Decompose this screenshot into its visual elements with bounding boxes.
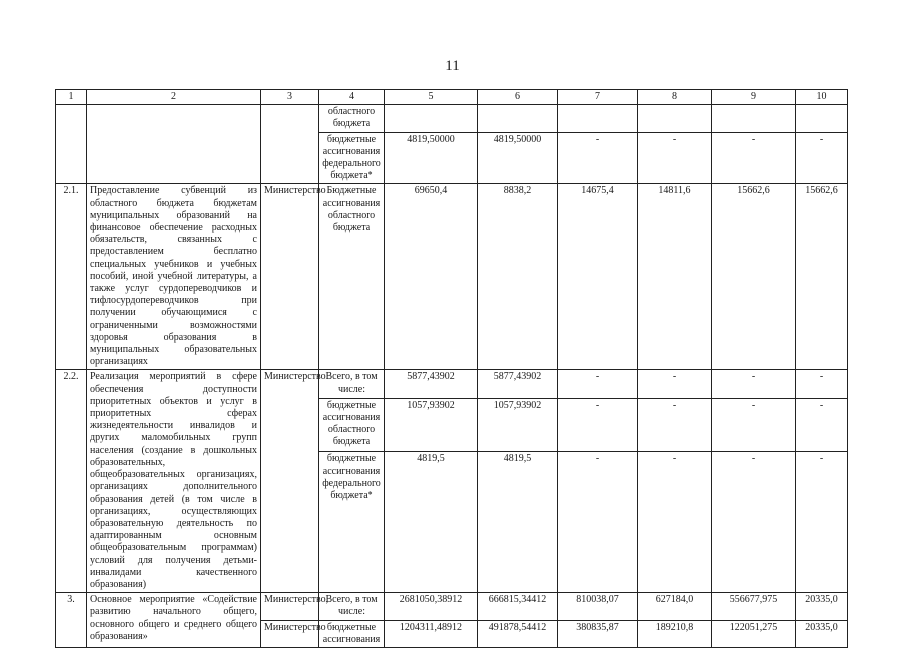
cell-value: 15662,6 [712,184,796,370]
cell-source: Всего, в том числе: [319,370,385,398]
cell-value: - [712,132,796,184]
funding-table [55,89,848,648]
cell-num: 3. [56,593,87,648]
cell-value: 491878,54412 [478,620,558,647]
cell-value: - [796,452,848,593]
cell-value: - [638,132,712,184]
header-row [56,90,848,105]
cell-executor: Министерство [261,184,319,370]
cell-executor: Министерство, [261,593,319,620]
cell-value: - [712,370,796,398]
cell-name: Реализация мероприятий в сфере обеспечения доступности приоритетных объектов и услуг в приоритетных сферах жизнедеятельности инвалидов и других маломобильных групп населения (создание в дошкольных образовательных, общеобразовательных организациях, организациях дополнительного образования детей (в том числе в организациях, осуществляющих образовательную деятельность по адаптированным основным общеобразовательным программам) условий для получения детьми-инвалидами качественного образования) [87,370,261,593]
cell-value: - [558,132,638,184]
header-cell: 4 [319,90,385,105]
cell-source: бюджетные ассигнования федерального бюджета* [319,132,385,184]
cell-value: - [796,398,848,452]
cell-source: Бюджетные ассигнования областного бюджета [319,184,385,370]
cell-value: 14675,4 [558,184,638,370]
header-cell: 3 [261,90,319,105]
header-cell: 2 [87,90,261,105]
cell-value: 8838,2 [478,184,558,370]
cell-num: 2.1. [56,184,87,370]
header-cell: 9 [712,90,796,105]
cell-value [385,105,478,132]
cell-name [87,105,261,184]
cell-num: 2.2. [56,370,87,593]
cell-value: 4819,5 [385,452,478,593]
table-row [56,593,848,620]
cell-value: 69650,4 [385,184,478,370]
header-cell: 8 [638,90,712,105]
cell-value: 556677,975 [712,593,796,620]
cell-value: 4819,5 [478,452,558,593]
cell-source: областного бюджета [319,105,385,132]
cell-value [796,105,848,132]
cell-value: - [712,452,796,593]
cell-value [638,105,712,132]
cell-value: - [638,452,712,593]
page-number: 11 [445,58,460,74]
cell-value: - [558,452,638,593]
cell-value: 2681050,38912 [385,593,478,620]
cell-value: - [796,132,848,184]
cell-value [712,105,796,132]
table-row [56,105,848,132]
cell-value: 1057,93902 [478,398,558,452]
cell-value: 1204311,48912 [385,620,478,647]
cell-value: 20335,0 [796,620,848,647]
cell-value: 810038,07 [558,593,638,620]
cell-value: 4819,50000 [478,132,558,184]
cell-executor [261,105,319,184]
cell-value: - [558,398,638,452]
cell-value: 380835,87 [558,620,638,647]
cell-value: 20335,0 [796,593,848,620]
cell-source: Всего, в том числе: [319,593,385,620]
header-cell: 6 [478,90,558,105]
cell-value: 666815,34412 [478,593,558,620]
cell-value: 4819,50000 [385,132,478,184]
cell-num [56,105,87,184]
cell-value: 5877,43902 [478,370,558,398]
header-cell: 7 [558,90,638,105]
cell-value: - [638,398,712,452]
cell-value: - [796,370,848,398]
cell-source: бюджетные ассигнования областного бюджета [319,398,385,452]
cell-value: 5877,43902 [385,370,478,398]
cell-value: - [712,398,796,452]
table-row [56,370,848,398]
cell-value: - [638,370,712,398]
cell-value: 189210,8 [638,620,712,647]
header-cell: 10 [796,90,848,105]
cell-value: 1057,93902 [385,398,478,452]
header-cell: 1 [56,90,87,105]
header-cell: 5 [385,90,478,105]
cell-value: 15662,6 [796,184,848,370]
cell-name: Основное мероприятие «Содействие развитию начального общего, основного общего и среднего общего образования» [87,593,261,648]
cell-value: 122051,275 [712,620,796,647]
cell-value: 14811,6 [638,184,712,370]
cell-source: бюджетные ассигнования федерального бюджета* [319,452,385,593]
cell-source: бюджетные ассигнования [319,620,385,647]
cell-name: Предоставление субвенций из областного бюджета бюджетам муниципальных образований на финансовое обеспечение расходных обязательств, связанных с предоставлением бесплатно специальных учебников и учебных пособий, иной учебной литературы, а также услуг сурдопереводчиков и тифлосурдопереводчиков при получении обучающимися с ограниченными возможностями здоровья образования в муниципальных образовательных организациях [87,184,261,370]
cell-executor: Министерство [261,370,319,593]
cell-value: - [558,370,638,398]
cell-executor: Министерство [261,620,319,647]
cell-value [478,105,558,132]
cell-value: 627184,0 [638,593,712,620]
cell-value [558,105,638,132]
table-row [56,184,848,370]
